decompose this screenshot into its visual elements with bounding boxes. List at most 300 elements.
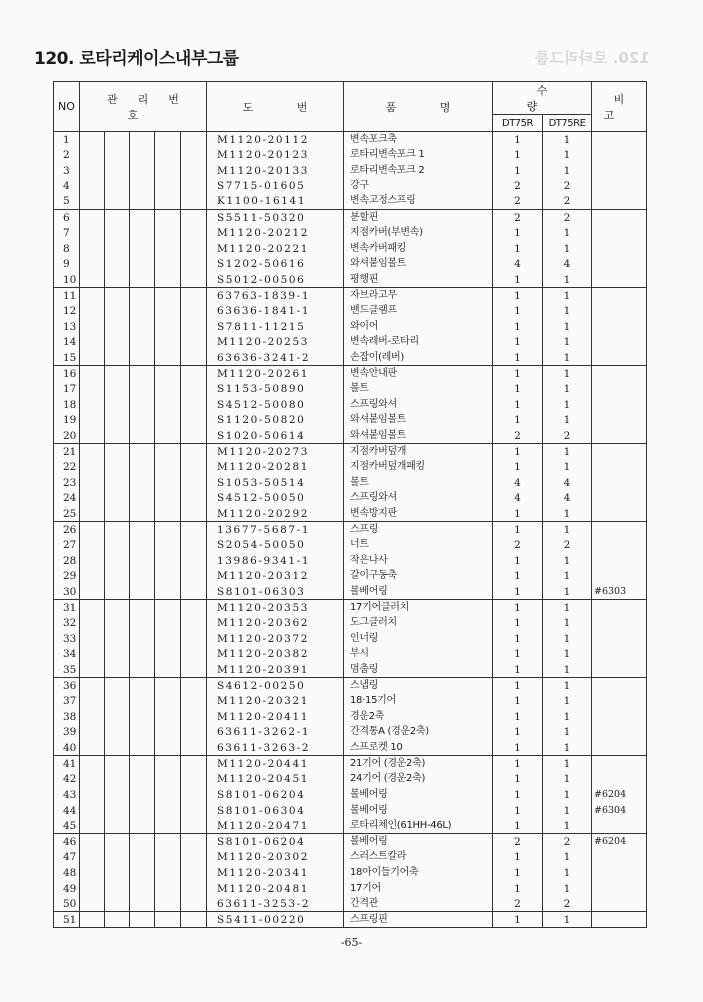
table-row — [54, 491, 647, 507]
cell-management-2 — [105, 537, 130, 553]
cell-management-3 — [130, 537, 155, 553]
cell-management-4 — [155, 319, 181, 335]
cell-management-5 — [181, 818, 207, 834]
cell-management-3 — [130, 303, 155, 319]
cell-no: 11 — [54, 288, 80, 304]
cell-no: 31 — [54, 600, 80, 616]
cell-qty-dt75r: 4 — [493, 475, 543, 491]
cell-no: 33 — [54, 631, 80, 647]
cell-management-5 — [181, 740, 207, 756]
cell-management-4 — [155, 147, 181, 163]
cell-remark — [592, 631, 647, 647]
cell-management-5 — [181, 771, 207, 787]
cell-management-4 — [155, 850, 181, 866]
table-row — [54, 350, 647, 366]
cell-remark — [592, 132, 647, 148]
cell-management-2 — [105, 381, 130, 397]
cell-no: 39 — [54, 725, 80, 741]
cell-part-name: 볼베어링 — [344, 584, 493, 600]
cell-part-name: 변속고정스프링 — [344, 194, 493, 210]
cell-drawing-number: S5411-00220 — [207, 912, 344, 928]
cell-management-4 — [155, 522, 181, 538]
table-row — [54, 241, 647, 257]
cell-qty-dt75r: 2 — [493, 537, 543, 553]
cell-drawing-number: 13986-9341-1 — [207, 553, 344, 569]
cell-management-4 — [155, 210, 181, 226]
cell-qty-dt75r: 1 — [493, 412, 543, 428]
cell-drawing-number: M1120-20362 — [207, 615, 344, 631]
table-row — [54, 600, 647, 616]
cell-drawing-number: 13677-5687-1 — [207, 522, 344, 538]
cell-qty-dt75r: 1 — [493, 334, 543, 350]
cell-remark — [592, 678, 647, 694]
cell-remark — [592, 740, 647, 756]
cell-management-2 — [105, 569, 130, 585]
cell-management-2 — [105, 662, 130, 678]
cell-drawing-number: S4512-50080 — [207, 397, 344, 413]
cell-management-1 — [80, 818, 105, 834]
cell-management-3 — [130, 241, 155, 257]
cell-qty-dt75re: 2 — [543, 194, 592, 210]
cell-part-name: 밴드클램프 — [344, 303, 493, 319]
cell-management-3 — [130, 615, 155, 631]
cell-part-name: 부시 — [344, 647, 493, 663]
cell-part-name: 와셔붙임볼트 — [344, 412, 493, 428]
cell-management-5 — [181, 600, 207, 616]
cell-remark: #6303 — [592, 584, 647, 600]
cell-qty-dt75re: 1 — [543, 615, 592, 631]
cell-management-1 — [80, 678, 105, 694]
cell-qty-dt75r: 1 — [493, 569, 543, 585]
cell-management-2 — [105, 584, 130, 600]
cell-management-4 — [155, 241, 181, 257]
cell-no: 26 — [54, 522, 80, 538]
cell-part-name: 손잡이(레버) — [344, 350, 493, 366]
cell-management-4 — [155, 397, 181, 413]
cell-management-1 — [80, 241, 105, 257]
cell-management-1 — [80, 210, 105, 226]
table-row — [54, 272, 647, 288]
cell-management-2 — [105, 225, 130, 241]
cell-management-4 — [155, 132, 181, 148]
bleed-through-text: 120. 로타리그룹 — [535, 49, 650, 67]
cell-management-1 — [80, 522, 105, 538]
table-row — [54, 381, 647, 397]
header-dt75re: DT75RE — [543, 115, 592, 132]
cell-qty-dt75r: 2 — [493, 428, 543, 444]
cell-management-3 — [130, 584, 155, 600]
table-row — [54, 256, 647, 272]
cell-management-5 — [181, 553, 207, 569]
cell-management-5 — [181, 647, 207, 663]
table-row — [54, 288, 647, 304]
table-row — [54, 397, 647, 413]
cell-qty-dt75re: 1 — [543, 600, 592, 616]
cell-part-name: 변속레버-로타리 — [344, 334, 493, 350]
cell-management-3 — [130, 631, 155, 647]
cell-no: 37 — [54, 693, 80, 709]
cell-management-4 — [155, 303, 181, 319]
cell-management-2 — [105, 397, 130, 413]
cell-management-5 — [181, 444, 207, 460]
cell-management-3 — [130, 350, 155, 366]
cell-no: 24 — [54, 491, 80, 507]
table-row — [54, 834, 647, 850]
cell-management-2 — [105, 459, 130, 475]
cell-remark — [592, 350, 647, 366]
cell-management-1 — [80, 444, 105, 460]
cell-qty-dt75r: 2 — [493, 834, 543, 850]
cell-drawing-number: S5012-00506 — [207, 272, 344, 288]
cell-management-4 — [155, 444, 181, 460]
cell-management-5 — [181, 912, 207, 928]
cell-management-4 — [155, 647, 181, 663]
cell-qty-dt75re: 1 — [543, 662, 592, 678]
cell-management-2 — [105, 506, 130, 522]
cell-qty-dt75r: 1 — [493, 803, 543, 819]
cell-management-1 — [80, 303, 105, 319]
cell-management-4 — [155, 272, 181, 288]
cell-no: 43 — [54, 787, 80, 803]
cell-no: 14 — [54, 334, 80, 350]
header-drawing-number: 도 번 — [207, 82, 344, 132]
cell-no: 6 — [54, 210, 80, 226]
table-row — [54, 537, 647, 553]
cell-management-2 — [105, 303, 130, 319]
cell-part-name: 변속카버패킹 — [344, 241, 493, 257]
cell-part-name: 볼베어링 — [344, 834, 493, 850]
cell-management-1 — [80, 662, 105, 678]
cell-qty-dt75re: 1 — [543, 771, 592, 787]
cell-management-1 — [80, 381, 105, 397]
cell-remark — [592, 553, 647, 569]
cell-management-2 — [105, 256, 130, 272]
cell-management-4 — [155, 506, 181, 522]
cell-no: 16 — [54, 366, 80, 382]
cell-management-3 — [130, 397, 155, 413]
table-row — [54, 506, 647, 522]
cell-no: 46 — [54, 834, 80, 850]
cell-remark — [592, 366, 647, 382]
cell-qty-dt75re: 1 — [543, 397, 592, 413]
cell-management-5 — [181, 709, 207, 725]
cell-no: 1 — [54, 132, 80, 148]
cell-management-2 — [105, 334, 130, 350]
cell-management-3 — [130, 569, 155, 585]
cell-remark — [592, 163, 647, 179]
cell-qty-dt75r: 2 — [493, 194, 543, 210]
cell-qty-dt75r: 1 — [493, 366, 543, 382]
cell-management-2 — [105, 678, 130, 694]
header-quantity: 수 량 — [493, 82, 592, 115]
cell-qty-dt75re: 1 — [543, 678, 592, 694]
cell-management-1 — [80, 459, 105, 475]
cell-management-1 — [80, 288, 105, 304]
cell-management-2 — [105, 834, 130, 850]
cell-remark — [592, 865, 647, 881]
cell-drawing-number: S4512-50050 — [207, 491, 344, 507]
cell-no: 25 — [54, 506, 80, 522]
cell-management-5 — [181, 381, 207, 397]
cell-remark — [592, 600, 647, 616]
cell-no: 17 — [54, 381, 80, 397]
cell-drawing-number: M1120-20212 — [207, 225, 344, 241]
cell-no: 50 — [54, 896, 80, 912]
cell-qty-dt75r: 1 — [493, 740, 543, 756]
cell-qty-dt75re: 1 — [543, 366, 592, 382]
cell-management-4 — [155, 912, 181, 928]
cell-drawing-number: M1120-20441 — [207, 756, 344, 772]
cell-management-2 — [105, 147, 130, 163]
cell-management-1 — [80, 647, 105, 663]
table-row — [54, 584, 647, 600]
cell-management-3 — [130, 506, 155, 522]
cell-remark — [592, 459, 647, 475]
cell-no: 27 — [54, 537, 80, 553]
cell-management-4 — [155, 334, 181, 350]
table-row — [54, 662, 647, 678]
cell-drawing-number: S1202-50616 — [207, 256, 344, 272]
cell-management-3 — [130, 225, 155, 241]
header-remark: 비고 — [592, 82, 647, 132]
cell-management-5 — [181, 366, 207, 382]
cell-management-4 — [155, 771, 181, 787]
table-row — [54, 818, 647, 834]
cell-part-name: 변속방지판 — [344, 506, 493, 522]
cell-management-5 — [181, 787, 207, 803]
cell-qty-dt75r: 1 — [493, 600, 543, 616]
cell-qty-dt75re: 1 — [543, 584, 592, 600]
cell-drawing-number: M1120-20411 — [207, 709, 344, 725]
cell-part-name: 평행핀 — [344, 272, 493, 288]
cell-management-2 — [105, 709, 130, 725]
cell-remark — [592, 428, 647, 444]
cell-no: 36 — [54, 678, 80, 694]
cell-remark — [592, 771, 647, 787]
cell-part-name: 와셔붙임볼트 — [344, 428, 493, 444]
cell-drawing-number: S1120-50820 — [207, 412, 344, 428]
cell-part-name: 강구 — [344, 178, 493, 194]
table-row — [54, 319, 647, 335]
cell-qty-dt75r: 1 — [493, 522, 543, 538]
cell-management-5 — [181, 241, 207, 257]
cell-drawing-number: S4612-00250 — [207, 678, 344, 694]
header-management-number: 관리번호 — [80, 82, 207, 132]
cell-management-5 — [181, 756, 207, 772]
cell-no: 13 — [54, 319, 80, 335]
cell-management-4 — [155, 194, 181, 210]
cell-qty-dt75r: 1 — [493, 771, 543, 787]
cell-management-5 — [181, 631, 207, 647]
cell-part-name: 스프로켓 10 — [344, 740, 493, 756]
cell-drawing-number: M1120-20312 — [207, 569, 344, 585]
cell-drawing-number: M1120-20292 — [207, 506, 344, 522]
cell-qty-dt75r: 1 — [493, 631, 543, 647]
cell-management-1 — [80, 693, 105, 709]
cell-qty-dt75r: 1 — [493, 678, 543, 694]
cell-management-2 — [105, 475, 130, 491]
table-row — [54, 303, 647, 319]
cell-management-5 — [181, 522, 207, 538]
cell-management-4 — [155, 475, 181, 491]
cell-management-2 — [105, 210, 130, 226]
cell-management-2 — [105, 803, 130, 819]
cell-qty-dt75r: 2 — [493, 178, 543, 194]
cell-part-name: 자브라고무 — [344, 288, 493, 304]
cell-management-2 — [105, 288, 130, 304]
table-row — [54, 615, 647, 631]
table-row — [54, 709, 647, 725]
cell-drawing-number: S8101-06204 — [207, 834, 344, 850]
cell-part-name: 볼트 — [344, 381, 493, 397]
table-row — [54, 522, 647, 538]
cell-drawing-number: M1120-20451 — [207, 771, 344, 787]
cell-no: 2 — [54, 147, 80, 163]
cell-drawing-number: K1100-16141 — [207, 194, 344, 210]
cell-management-1 — [80, 834, 105, 850]
cell-management-2 — [105, 272, 130, 288]
cell-management-5 — [181, 491, 207, 507]
table-row — [54, 787, 647, 803]
cell-management-5 — [181, 350, 207, 366]
cell-no: 42 — [54, 771, 80, 787]
cell-no: 18 — [54, 397, 80, 413]
cell-qty-dt75r: 1 — [493, 725, 543, 741]
cell-management-4 — [155, 631, 181, 647]
table-row — [54, 881, 647, 897]
cell-management-1 — [80, 787, 105, 803]
cell-qty-dt75r: 1 — [493, 241, 543, 257]
cell-qty-dt75re: 1 — [543, 303, 592, 319]
cell-management-1 — [80, 600, 105, 616]
cell-management-2 — [105, 163, 130, 179]
cell-qty-dt75r: 1 — [493, 553, 543, 569]
table-row — [54, 147, 647, 163]
cell-qty-dt75re: 1 — [543, 725, 592, 741]
cell-management-1 — [80, 865, 105, 881]
cell-management-2 — [105, 366, 130, 382]
cell-management-1 — [80, 132, 105, 148]
cell-qty-dt75re: 1 — [543, 693, 592, 709]
cell-part-name: 지점카버덮개 — [344, 444, 493, 460]
cell-qty-dt75r: 1 — [493, 272, 543, 288]
cell-management-1 — [80, 553, 105, 569]
cell-no: 30 — [54, 584, 80, 600]
cell-management-3 — [130, 256, 155, 272]
cell-qty-dt75r: 1 — [493, 147, 543, 163]
cell-management-1 — [80, 319, 105, 335]
cell-part-name: 변속포크축 — [344, 132, 493, 148]
cell-drawing-number: S2054-50050 — [207, 537, 344, 553]
cell-management-5 — [181, 537, 207, 553]
cell-management-5 — [181, 834, 207, 850]
cell-management-1 — [80, 334, 105, 350]
cell-no: 20 — [54, 428, 80, 444]
cell-management-1 — [80, 881, 105, 897]
cell-no: 49 — [54, 881, 80, 897]
cell-no: 10 — [54, 272, 80, 288]
cell-management-3 — [130, 647, 155, 663]
cell-qty-dt75re: 1 — [543, 787, 592, 803]
cell-no: 35 — [54, 662, 80, 678]
cell-management-5 — [181, 662, 207, 678]
cell-remark — [592, 615, 647, 631]
cell-management-1 — [80, 194, 105, 210]
cell-management-1 — [80, 491, 105, 507]
cell-part-name: 볼베어링 — [344, 787, 493, 803]
cell-management-3 — [130, 163, 155, 179]
table-row — [54, 194, 647, 210]
cell-management-5 — [181, 678, 207, 694]
cell-remark — [592, 241, 647, 257]
cell-remark — [592, 725, 647, 741]
cell-management-3 — [130, 147, 155, 163]
cell-no: 28 — [54, 553, 80, 569]
cell-drawing-number: 63611-3253-2 — [207, 896, 344, 912]
cell-remark: #6204 — [592, 787, 647, 803]
table-row — [54, 210, 647, 226]
cell-part-name: 지점카버덮개패킹 — [344, 459, 493, 475]
cell-qty-dt75r: 1 — [493, 459, 543, 475]
cell-qty-dt75re: 4 — [543, 256, 592, 272]
cell-drawing-number: M1120-20261 — [207, 366, 344, 382]
cell-qty-dt75re: 1 — [543, 381, 592, 397]
cell-management-3 — [130, 881, 155, 897]
cell-qty-dt75r: 2 — [493, 896, 543, 912]
cell-part-name: 분할핀 — [344, 210, 493, 226]
header-part-name: 품 명 — [344, 82, 493, 132]
cell-qty-dt75re: 1 — [543, 459, 592, 475]
cell-management-5 — [181, 163, 207, 179]
cell-management-3 — [130, 865, 155, 881]
cell-qty-dt75r: 1 — [493, 584, 543, 600]
cell-no: 21 — [54, 444, 80, 460]
cell-no: 38 — [54, 709, 80, 725]
cell-part-name: 너트 — [344, 537, 493, 553]
table-row — [54, 693, 647, 709]
cell-remark — [592, 850, 647, 866]
cell-drawing-number: M1120-20273 — [207, 444, 344, 460]
cell-management-4 — [155, 896, 181, 912]
cell-qty-dt75r: 1 — [493, 225, 543, 241]
cell-qty-dt75re: 1 — [543, 319, 592, 335]
cell-qty-dt75re: 2 — [543, 178, 592, 194]
cell-qty-dt75re: 1 — [543, 740, 592, 756]
cell-management-3 — [130, 834, 155, 850]
cell-management-4 — [155, 350, 181, 366]
cell-drawing-number: S8101-06204 — [207, 787, 344, 803]
cell-remark: #6204 — [592, 834, 647, 850]
cell-no: 23 — [54, 475, 80, 491]
cell-management-2 — [105, 350, 130, 366]
cell-qty-dt75r: 1 — [493, 881, 543, 897]
cell-no: 3 — [54, 163, 80, 179]
cell-part-name: 21기어 (경운2축) — [344, 756, 493, 772]
table-row — [54, 334, 647, 350]
cell-management-4 — [155, 693, 181, 709]
cell-management-2 — [105, 881, 130, 897]
table-row — [54, 896, 647, 912]
cell-management-3 — [130, 725, 155, 741]
cell-management-1 — [80, 178, 105, 194]
cell-management-3 — [130, 553, 155, 569]
cell-remark — [592, 537, 647, 553]
cell-qty-dt75re: 1 — [543, 850, 592, 866]
cell-management-3 — [130, 678, 155, 694]
cell-management-5 — [181, 272, 207, 288]
cell-no: 22 — [54, 459, 80, 475]
cell-drawing-number: M1120-20391 — [207, 662, 344, 678]
